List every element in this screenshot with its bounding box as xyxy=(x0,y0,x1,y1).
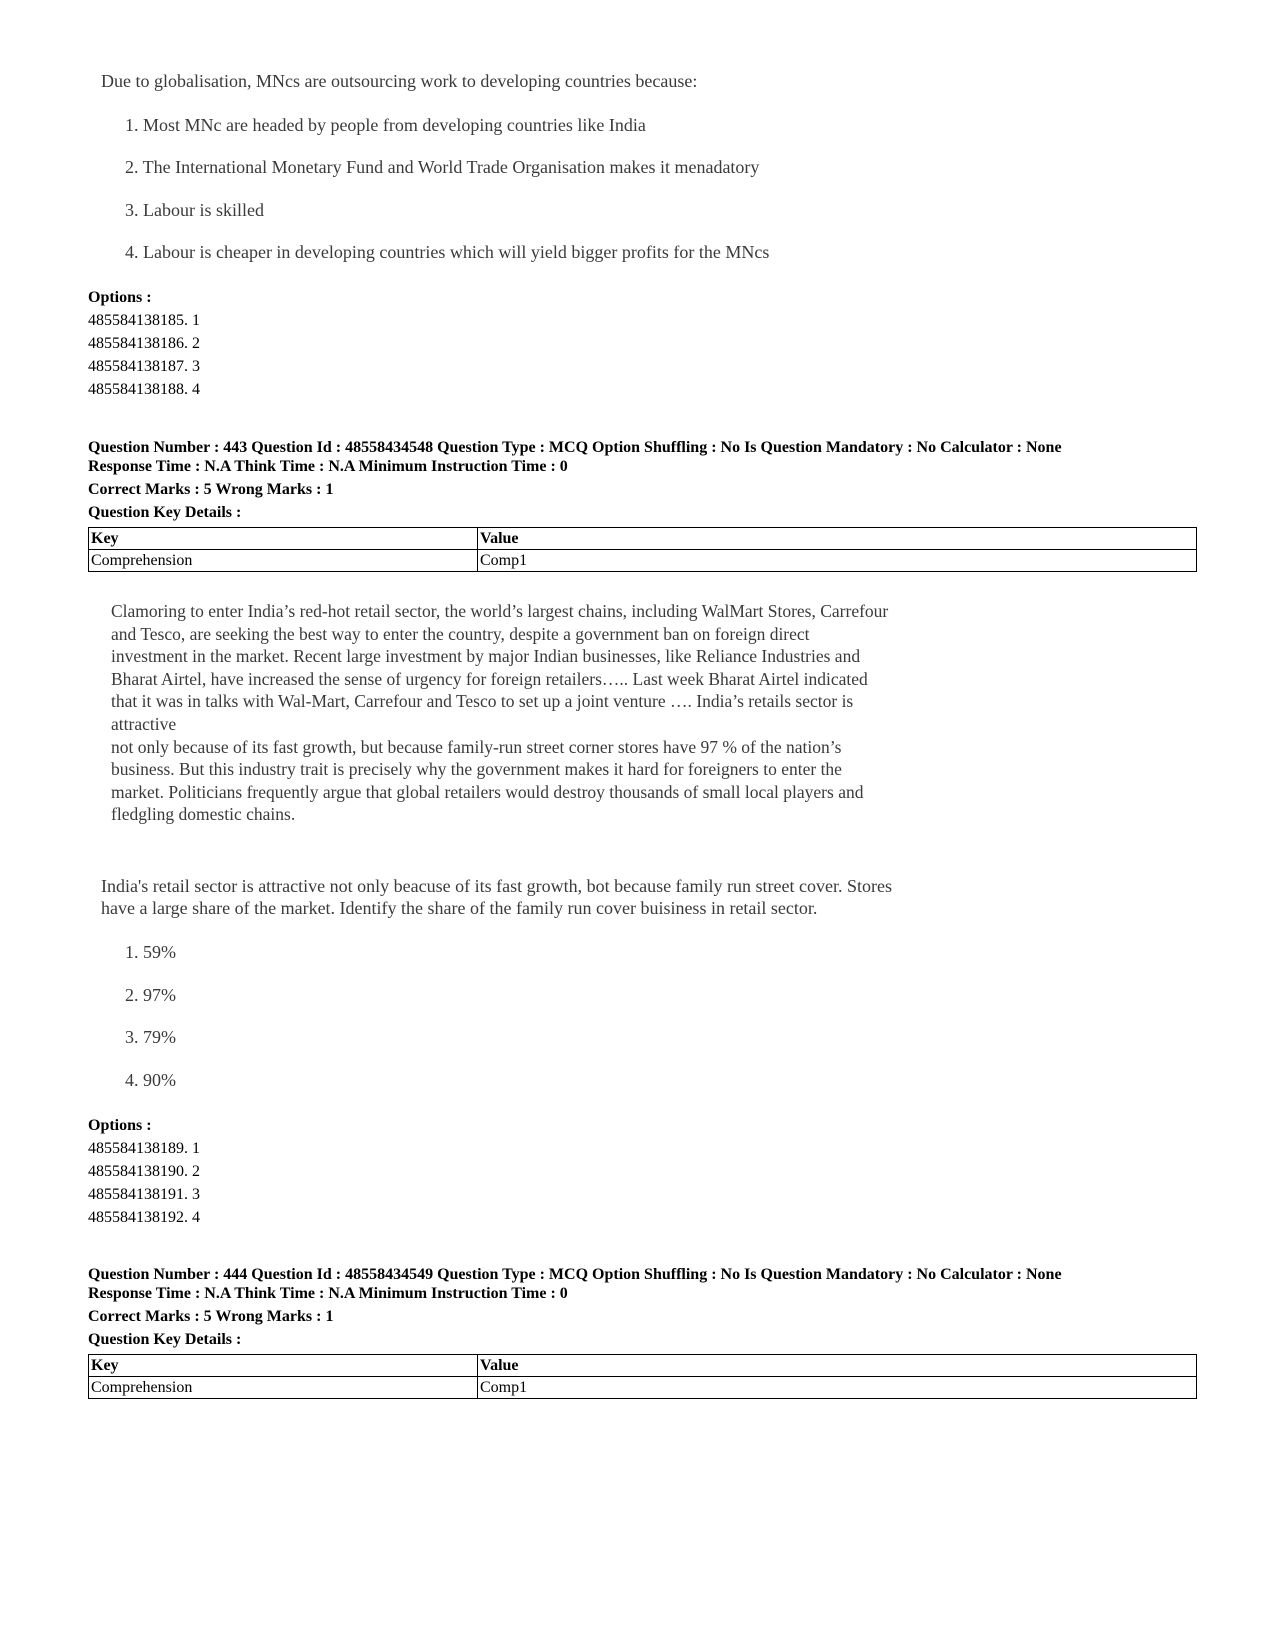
question-444-key-table xyxy=(88,1354,1197,1399)
option-id-3: 485584138187. 3 xyxy=(88,358,200,375)
question-442-stem: Due to globalisation, MNcs are outsourcing work to developing countries because: xyxy=(101,71,698,91)
question-442-choice-2: 2. The International Monetary Fund and World Trade Organisation makes it menadatory xyxy=(125,157,760,177)
passage-line: Clamoring to enter India’s red-hot retail sector, the world’s largest chains, including WalMart Stores, Carrefour xyxy=(111,601,889,621)
question-443-choice-4: 4. 90% xyxy=(125,1070,176,1090)
value-header: Value xyxy=(478,528,1197,550)
key-table-row xyxy=(89,1377,1197,1399)
question-443-options-block xyxy=(88,1116,200,1227)
question-443-stem-line-2: have a large share of the market. Identify the share of the family run cover buisiness in retail sector. xyxy=(101,898,818,918)
passage-line: investment in the market. Recent large investment by major Indian businesses, like Reliance Industries and xyxy=(111,646,861,667)
value-cell: Comp1 xyxy=(478,1377,1197,1399)
question-442-choice-1: 1. Most MNc are headed by people from developing countries like India xyxy=(125,115,646,135)
key-table-row xyxy=(89,550,1197,572)
option-id-4: 485584138188. 4 xyxy=(88,381,200,398)
question-443-key-details-label: Question Key Details : xyxy=(88,504,242,521)
question-443-image xyxy=(101,875,1001,1095)
question-443-choice-1: 1. 59% xyxy=(125,942,176,962)
option-id-2: 485584138190. 2 xyxy=(88,1163,200,1180)
key-cell: Comprehension xyxy=(89,550,478,572)
options-label: Options : xyxy=(88,1117,152,1134)
question-444-header-line-2: Response Time : N.A Think Time : N.A Minimum Instruction Time : 0 xyxy=(88,1285,568,1302)
passage-line: fledgling domestic chains. xyxy=(111,804,296,825)
question-444-header-line-1: Question Number : 444 Question Id : 48558434549 Question Type : MCQ Option Shuffling : No Is Question Mandatory : No Calculator : None xyxy=(88,1266,1062,1283)
options-label: Options : xyxy=(88,289,152,306)
question-442-options-block xyxy=(88,288,200,399)
question-443-choice-3: 3. 79% xyxy=(125,1027,176,1047)
passage-line: business. But this industry trait is precisely why the government makes it hard for foreigners to enter the xyxy=(111,759,842,780)
question-444-header xyxy=(88,1265,1062,1349)
question-443-stem-line-1: India's retail sector is attractive not only beacuse of its fast growth, bot because family run street cover. Stores xyxy=(101,876,892,896)
question-444-key-details-label: Question Key Details : xyxy=(88,1331,242,1348)
key-table-header-row xyxy=(89,1355,1197,1377)
option-id-1: 485584138189. 1 xyxy=(88,1140,200,1157)
passage-line: Bharat Airtel, have increased the sense of urgency for foreign retailers….. Last week Bharat Airtel indicated xyxy=(111,668,868,689)
key-cell: Comprehension xyxy=(89,1377,478,1399)
question-443-key-table xyxy=(88,527,1197,572)
question-443-marks: Correct Marks : 5 Wrong Marks : 1 xyxy=(88,481,334,498)
option-id-3: 485584138191. 3 xyxy=(88,1186,200,1203)
option-id-1: 485584138185. 1 xyxy=(88,312,200,329)
question-444-marks: Correct Marks : 5 Wrong Marks : 1 xyxy=(88,1308,334,1325)
option-id-2: 485584138186. 2 xyxy=(88,335,200,352)
option-id-4: 485584138192. 4 xyxy=(88,1209,200,1226)
passage-line: and Tesco, are seeking the best way to enter the country, despite a government ban on foreign direct xyxy=(111,623,810,644)
passage-line: market. Politicians frequently argue that global retailers would destroy thousands of small local players and xyxy=(111,781,864,802)
question-442-image xyxy=(101,70,1001,270)
key-table-header-row xyxy=(89,528,1197,550)
key-header: Key xyxy=(89,528,478,550)
question-442-choice-4: 4. Labour is cheaper in developing countries which will yield bigger profits for the MNcs xyxy=(125,242,770,262)
value-header: Value xyxy=(478,1355,1197,1377)
passage-line: that it was in talks with Wal-Mart, Carrefour and Tesco to set up a joint venture …. India’s retails sector is xyxy=(111,691,854,712)
value-cell: Comp1 xyxy=(478,550,1197,572)
question-443-header xyxy=(88,438,1062,522)
comprehension-passage xyxy=(111,600,888,826)
question-443-header-line-2: Response Time : N.A Think Time : N.A Minimum Instruction Time : 0 xyxy=(88,458,568,475)
question-442-choice-3: 3. Labour is skilled xyxy=(125,200,264,220)
question-443-header-line-1: Question Number : 443 Question Id : 48558434548 Question Type : MCQ Option Shuffling : No Is Question Mandatory : No Calculator : None xyxy=(88,439,1062,456)
passage-line: attractive xyxy=(111,713,177,734)
passage-line: not only because of its fast growth, but because family-run street corner stores have 97 % of the nation’s xyxy=(111,736,842,757)
question-443-choice-2: 2. 97% xyxy=(125,985,176,1005)
key-header: Key xyxy=(89,1355,478,1377)
